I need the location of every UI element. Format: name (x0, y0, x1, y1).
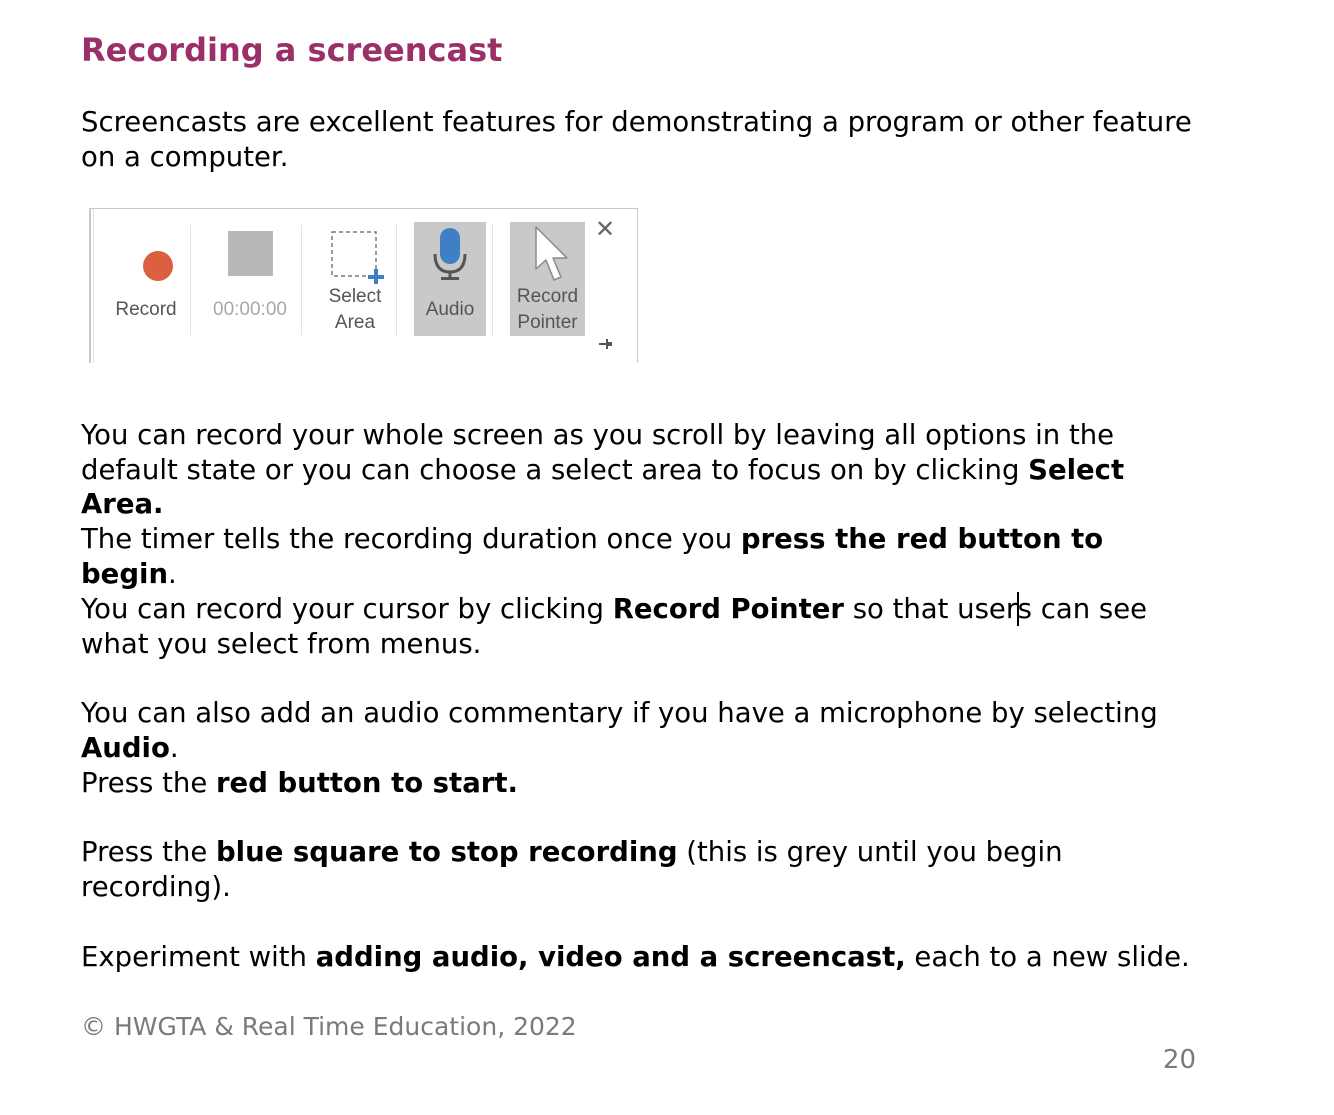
audio-button-label: Audio (425, 299, 475, 320)
paragraph-bold: Select Area. (81, 453, 1125, 520)
record-button-label: Record (115, 299, 177, 320)
paragraph-text: s can see what you select from menus. (81, 593, 1148, 660)
audio-button[interactable] (414, 222, 486, 336)
paragraph-start (81, 766, 1201, 801)
paragraph-text: so that user (843, 593, 1018, 625)
paragraph-record-pointer (81, 592, 1201, 661)
select-area-icon (330, 230, 388, 284)
toolbar-separator (492, 225, 493, 335)
screen-recording-toolbar (89, 208, 638, 363)
close-icon[interactable]: ✕ (595, 216, 616, 243)
paragraph-text-end: . (169, 731, 179, 764)
stop-timer-button[interactable] (192, 222, 308, 336)
paragraph-text: You can record your cursor by clicking (81, 593, 613, 625)
page-title: Recording a screencast (81, 31, 503, 69)
paragraph-text-end: . (168, 557, 177, 590)
timer-label: 00:00:00 (213, 299, 287, 320)
paragraph-select-area (81, 418, 1201, 522)
record-pointer-label-line2: Pointer (517, 312, 578, 333)
record-button[interactable] (102, 222, 190, 336)
paragraph-stop (81, 835, 1201, 904)
paragraph-text: Press the (81, 767, 216, 799)
intro-paragraph: Screencasts are excellent features for demonstrating a program or other feature on a computer. (81, 106, 1192, 173)
paragraph-audio (81, 696, 1201, 765)
toolbar-separator (301, 225, 302, 335)
paragraph-text: The timer tells the recording duration once you (81, 523, 741, 555)
paragraph-text: Press the (81, 836, 216, 868)
record-dot-icon (143, 251, 173, 281)
paragraph-text-end: each to a new slide. (905, 941, 1190, 973)
paragraph-bold: press the red button to begin (81, 523, 1104, 590)
record-pointer-button[interactable] (510, 222, 585, 336)
toolbar-left-border (90, 209, 94, 363)
microphone-icon (432, 228, 468, 282)
pin-icon[interactable] (597, 337, 613, 351)
paragraph-bold: Record Pointer (612, 593, 844, 625)
paragraph-text: You can also add an audio commentary if you have a microphone by selecting (81, 697, 1158, 729)
paragraph-timer (81, 522, 1201, 591)
paragraph-text: Experiment with (81, 941, 316, 973)
toolbar-separator (396, 225, 397, 335)
paragraph-bold: adding audio, video and a screencast, (315, 941, 906, 973)
select-area-button[interactable] (310, 222, 400, 336)
paragraph-text-end: (this is grey until you begin recording). (81, 836, 1063, 903)
paragraph-bold: Audio (81, 731, 170, 764)
copyright-footer: © HWGTA & Real Time Education, 2022 (81, 1012, 577, 1041)
stop-square-icon (228, 231, 273, 276)
page-number: 20 (1162, 1045, 1196, 1075)
paragraph-experiment (81, 940, 1201, 975)
paragraph-bold: red button to start. (216, 767, 518, 799)
select-area-label-line2: Area (334, 312, 376, 333)
paragraph-text: You can record your whole screen as you scroll by leaving all options in the default state or you can choose a select area to focus on by clicking (81, 419, 1115, 486)
toolbar-separator (190, 225, 191, 335)
record-pointer-label-line1: Record (516, 286, 579, 307)
select-area-label-line1: Select (328, 286, 382, 307)
paragraph-bold: blue square to stop recording (216, 836, 678, 868)
mouse-pointer-icon (534, 225, 570, 283)
